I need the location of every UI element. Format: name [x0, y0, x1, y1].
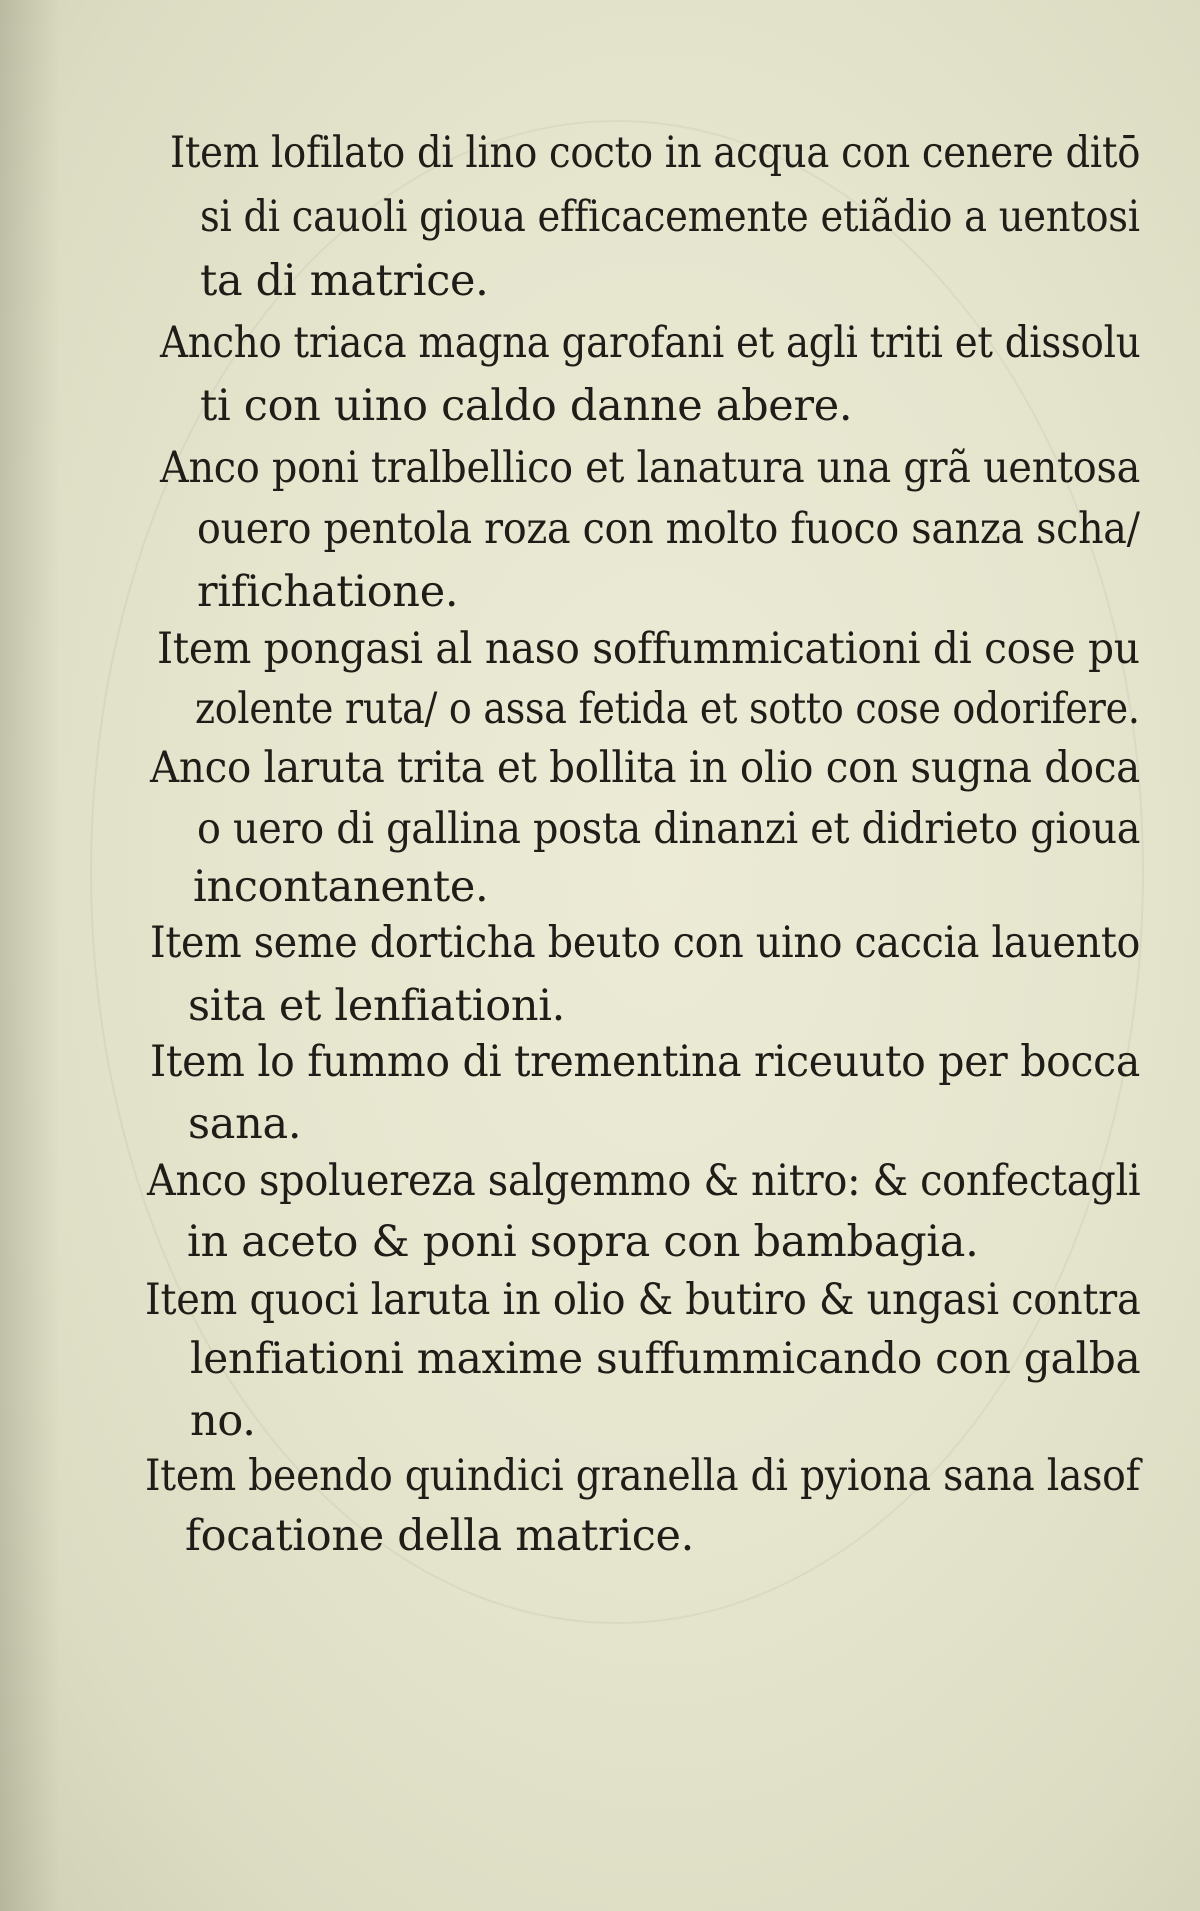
text-line: si di cauoli gioua efficacemente etiãdio a uentosi — [200, 192, 1140, 242]
text-line: Anco poni tralbellico et lanatura una grã uentosa — [160, 443, 1141, 493]
text-line: in aceto & poni sopra con bambagia. — [187, 1217, 979, 1267]
text-line: focatione della matrice. — [185, 1511, 695, 1561]
text-line: Item seme dorticha beuto con uino caccia lauento — [150, 918, 1141, 968]
text-line: sita et lenfiationi. — [188, 981, 566, 1031]
text-line: Item beendo quindici granella di pyiona sana lasof — [145, 1451, 1140, 1501]
text-line: Item pongasi al naso soffummicationi di cose pu — [157, 624, 1140, 674]
text-line: zolente ruta/ o assa fetida et sotto cose odorifere. — [195, 684, 1140, 734]
text-line: ti con uino caldo danne abere. — [200, 381, 853, 431]
text-line: sana. — [188, 1099, 302, 1149]
text-line: Item lofilato di lino cocto in acqua con cenere ditō — [170, 128, 1141, 178]
text-line: Item quoci laruta in olio & butiro & ungasi contra — [145, 1275, 1141, 1325]
text-line: o uero di gallina posta dinanzi et didrieto gioua — [197, 804, 1141, 854]
page-edge-shadow — [0, 0, 60, 1911]
text-line: Ancho triaca magna garofani et agli triti et dissolu — [160, 318, 1141, 368]
text-line: Anco spoluereza salgemmo & nitro: & confectagli — [147, 1156, 1141, 1206]
text-line: incontanente. — [193, 862, 489, 912]
text-line: rifichatione. — [197, 567, 459, 617]
text-line: Anco laruta trita et bollita in olio con sugna doca — [150, 743, 1140, 793]
text-line: no. — [190, 1396, 256, 1446]
text-line: lenfiationi maxime suffummicando con galba — [190, 1334, 1141, 1384]
text-line: ouero pentola roza con molto fuoco sanza scha/ — [197, 504, 1140, 554]
text-line: ta di matrice. — [200, 256, 489, 306]
text-line: Item lo fummo di trementina riceuuto per bocca — [150, 1037, 1140, 1087]
